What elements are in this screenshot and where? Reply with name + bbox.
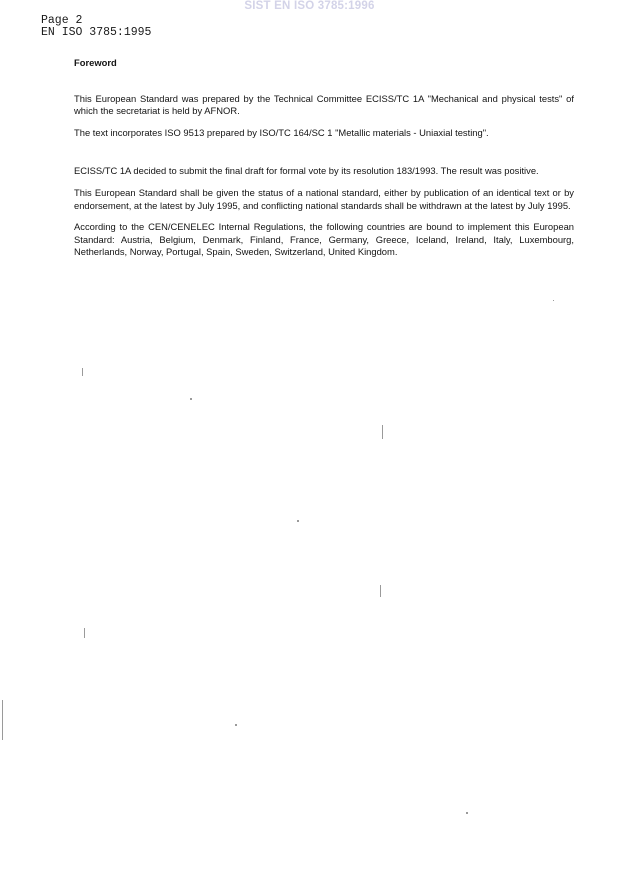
scan-speck xyxy=(190,398,192,400)
scan-speck xyxy=(553,300,554,301)
foreword-heading: Foreword xyxy=(74,57,117,68)
foreword-paragraph: This European Standard shall be given the status of a national standard, either by publication of an identical text or by endorsement, at the latest by July 1995, and conflicting national standards shall be withdrawn at the latest by July 1995. xyxy=(74,186,574,211)
scan-speck xyxy=(382,425,383,439)
watermark: SIST EN ISO 3785:1996 xyxy=(244,0,375,12)
foreword-paragraph: This European Standard was prepared by the Technical Committee ECISS/TC 1A "Mechanical and physical tests" of which the secretariat is held by AFNOR. xyxy=(74,92,574,117)
scan-speck xyxy=(380,585,381,597)
scan-speck xyxy=(466,812,468,814)
standard-designation: EN ISO 3785:1995 xyxy=(41,26,152,39)
scan-speck xyxy=(297,520,299,522)
foreword-paragraph: The text incorporates ISO 9513 prepared by ISO/TC 164/SC 1 "Metallic materials - Uniaxial testing". xyxy=(74,126,489,138)
foreword-paragraph: According to the CEN/CENELEC Internal Regulations, the following countries are bound to implement this European Standard: Austria, Belgium, Denmark, Finland, France, Germany, Greece, Iceland, Ireland, Italy, Luxembourg, Netherlands, Norway, Portugal, Spain, Sweden, Switzerland, United Kingdom. xyxy=(74,221,574,258)
scan-speck xyxy=(235,724,237,726)
scan-speck xyxy=(82,368,83,376)
foreword-paragraph: ECISS/TC 1A decided to submit the final draft for formal vote by its resolution 183/1993. The result was positive. xyxy=(74,165,539,177)
page-number: Page 2 xyxy=(41,14,83,27)
scan-speck xyxy=(2,700,3,740)
scan-speck xyxy=(84,628,85,638)
foreword-section xyxy=(74,57,574,259)
page-header xyxy=(41,15,151,39)
